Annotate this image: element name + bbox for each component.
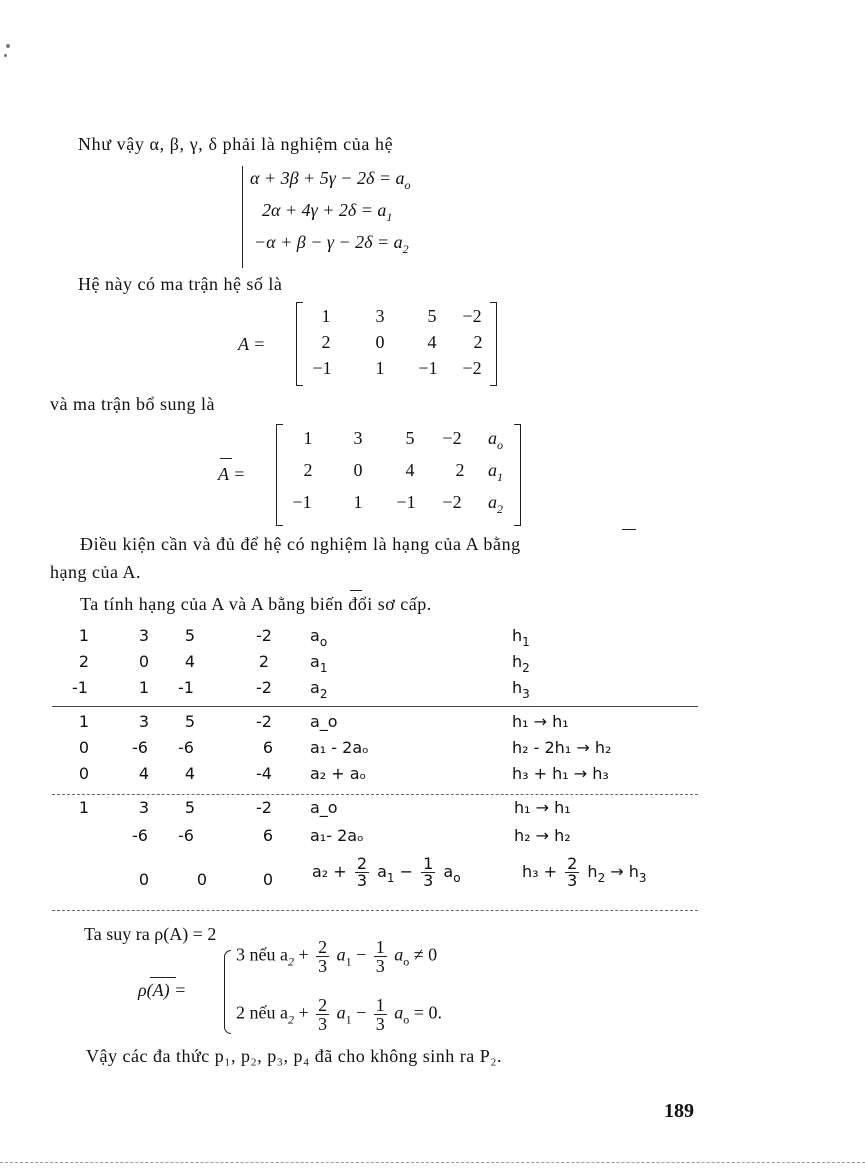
condition-line-2: hạng của A.: [50, 562, 141, 582]
reduction-cell: -4: [256, 764, 272, 783]
reduction-a: $a_o$: [310, 626, 328, 649]
reduction-cell: 0: [78, 738, 90, 757]
matrix-a-cell: 1: [375, 358, 385, 378]
reduction-a: a₂ + aₒ: [310, 764, 367, 783]
system-row-1: $\alpha + 3\beta + 5\gamma - 2\delta = a_o$: [250, 168, 411, 192]
reduction-cell: 0: [138, 652, 150, 671]
reduction-a: a_o: [310, 712, 338, 731]
reduction-cell: 1: [78, 712, 90, 731]
reduction-a: a_o: [310, 798, 338, 817]
matrix-abar-cell: 2: [455, 460, 465, 480]
reduction-cell: 1: [78, 798, 90, 817]
rank-bar-overline: [150, 977, 176, 978]
divider: [52, 706, 698, 707]
compute-abar-overline: [350, 590, 362, 591]
reduction-cell: 5: [184, 626, 196, 645]
reduction-op: h₁ → h₁: [512, 712, 569, 731]
matrix-abar-cell: 1: [303, 428, 313, 448]
reduction-cell: 4: [138, 764, 150, 783]
reduction-cell: -6: [132, 738, 148, 757]
matrix-a-cell: 2: [473, 332, 483, 352]
matrix-a-cell: −2: [462, 306, 482, 326]
matrix-abar-right-bracket: [514, 424, 521, 526]
reduction-cell: 1: [138, 678, 150, 697]
reduction-cell: -2: [256, 712, 272, 731]
reduction-cell: 6: [262, 826, 274, 845]
conclusion: Vậy các đa thức p₁, p₂, p₃, p₄ đã cho không sinh ra P₂.: [86, 1046, 503, 1066]
reduction-cell: 4: [184, 764, 196, 783]
reduction-cell: 0: [78, 764, 90, 783]
matrix-abar-cell: $a_1$: [488, 460, 503, 484]
reduction-last-a: a₂ + $\frac{2}{3}$ $a_1$ − $\frac{1}{3}$ $a_o$: [312, 854, 461, 890]
system-row-2: $2\alpha + 4\gamma + 2\delta = a_1$: [262, 200, 393, 224]
reduction-cell: -2: [256, 626, 272, 645]
matrix-a-cell: −1: [418, 358, 438, 378]
reduction-cell: -6: [178, 826, 194, 845]
reduction-cell: 1: [78, 626, 90, 645]
condition-abar-overline: [622, 529, 636, 530]
reduction-last-op: h₃ + $\frac{2}{3}$ $h_2 \to h_3$: [522, 854, 647, 890]
reduction-cell: 6: [262, 738, 274, 757]
coef-text: Hệ này có ma trận hệ số là: [78, 274, 283, 294]
reduction-op: h₂ - 2h₁ → h₂: [512, 738, 612, 757]
reduction-cell: 4: [184, 652, 196, 671]
compute-text: Ta tính hạng của A và A bằng biến đổi sơ cấp.: [80, 594, 432, 614]
matrix-a-cell: 5: [427, 306, 437, 326]
rank-text: Ta suy ra ρ(A) = 2: [84, 924, 217, 944]
matrix-abar-cell: −2: [442, 428, 462, 448]
reduction-cell: 3: [138, 626, 150, 645]
system-brace: [242, 166, 245, 268]
reduction-h: $h_3$: [512, 678, 530, 701]
matrix-abar-cell: 4: [405, 460, 415, 480]
page-number: 189: [664, 1100, 694, 1122]
reduction-cell: 0: [196, 870, 208, 889]
rank-bar-label: ρ(A) =: [138, 980, 187, 1000]
abar-overline: [220, 458, 232, 459]
scan-mark: [6, 44, 10, 48]
divider: [52, 910, 698, 911]
matrix-a-cell: 2: [321, 332, 331, 352]
page-bottom-edge: [0, 1162, 865, 1163]
intro-line: Như vậy α, β, γ, δ phải là nghiệm của hệ: [78, 134, 394, 154]
reduction-cell: 3: [138, 712, 150, 731]
reduction-cell: 0: [138, 870, 150, 889]
matrix-abar-cell: 3: [353, 428, 363, 448]
condition-line-1: Điều kiện cần và đủ để hệ có nghiệm là hạng của A bằng: [80, 534, 521, 554]
reduction-a: $a_2$: [310, 678, 328, 701]
reduction-cell: -1: [72, 678, 88, 697]
matrix-abar-cell: 2: [303, 460, 313, 480]
matrix-a-cell: 1: [321, 306, 331, 326]
matrix-abar-cell: −1: [292, 492, 312, 512]
case-2: 2 nếu $a_2$ + $\frac{2}{3}$ $a_1$ − $\frac{1}{3}$ $a_o = 0$.: [236, 995, 442, 1034]
reduction-cell: 5: [184, 798, 196, 817]
reduction-cell: 2: [258, 652, 270, 671]
matrix-abar-cell: 5: [405, 428, 415, 448]
reduction-cell: -6: [132, 826, 148, 845]
matrix-abar-cell: $a_o$: [488, 428, 503, 452]
aug-text: và ma trận bổ sung là: [50, 394, 215, 414]
matrix-a-cell: −1: [312, 358, 332, 378]
scan-mark: [4, 54, 7, 57]
reduction-cell: 2: [78, 652, 90, 671]
matrix-abar-cell: $a_2$: [488, 492, 503, 516]
reduction-a: $a_1$: [310, 652, 328, 675]
reduction-op: h₃ + h₁ → h₃: [512, 764, 609, 783]
reduction-cell: -2: [256, 798, 272, 817]
reduction-cell: 3: [138, 798, 150, 817]
reduction-cell: 5: [184, 712, 196, 731]
reduction-cell: -2: [256, 678, 272, 697]
divider: [52, 794, 698, 795]
reduction-cell: 0: [262, 870, 274, 889]
piecewise-brace: [224, 950, 231, 1034]
reduction-a: a₁- 2aₒ: [310, 826, 364, 845]
reduction-op: h₂ → h₂: [514, 826, 571, 845]
matrix-a-cell: −2: [462, 358, 482, 378]
matrix-a-cell: 0: [375, 332, 385, 352]
matrix-abar-cell: 1: [353, 492, 363, 512]
reduction-a: a₁ - 2aₒ: [310, 738, 369, 757]
reduction-h: $h_1$: [512, 626, 530, 649]
matrix-a-cell: 4: [427, 332, 437, 352]
matrix-abar-cell: −1: [396, 492, 416, 512]
reduction-op: h₁ → h₁: [514, 798, 571, 817]
case-1: 3 nếu $a_2$ + $\frac{2}{3}$ $a_1$ − $\frac{1}{3}$ $a_o \ne 0$: [236, 937, 438, 976]
matrix-abar-cell: −2: [442, 492, 462, 512]
reduction-h: $h_2$: [512, 652, 530, 675]
matrix-a-cell: 3: [375, 306, 385, 326]
matrix-abar-label: A =: [218, 464, 246, 484]
matrix-abar-cell: 0: [353, 460, 363, 480]
system-row-3: $-\alpha + \beta - \gamma - 2\delta = a_2$: [254, 232, 409, 256]
matrix-a-label: A =: [238, 334, 266, 354]
reduction-cell: -6: [178, 738, 194, 757]
reduction-cell: -1: [178, 678, 194, 697]
